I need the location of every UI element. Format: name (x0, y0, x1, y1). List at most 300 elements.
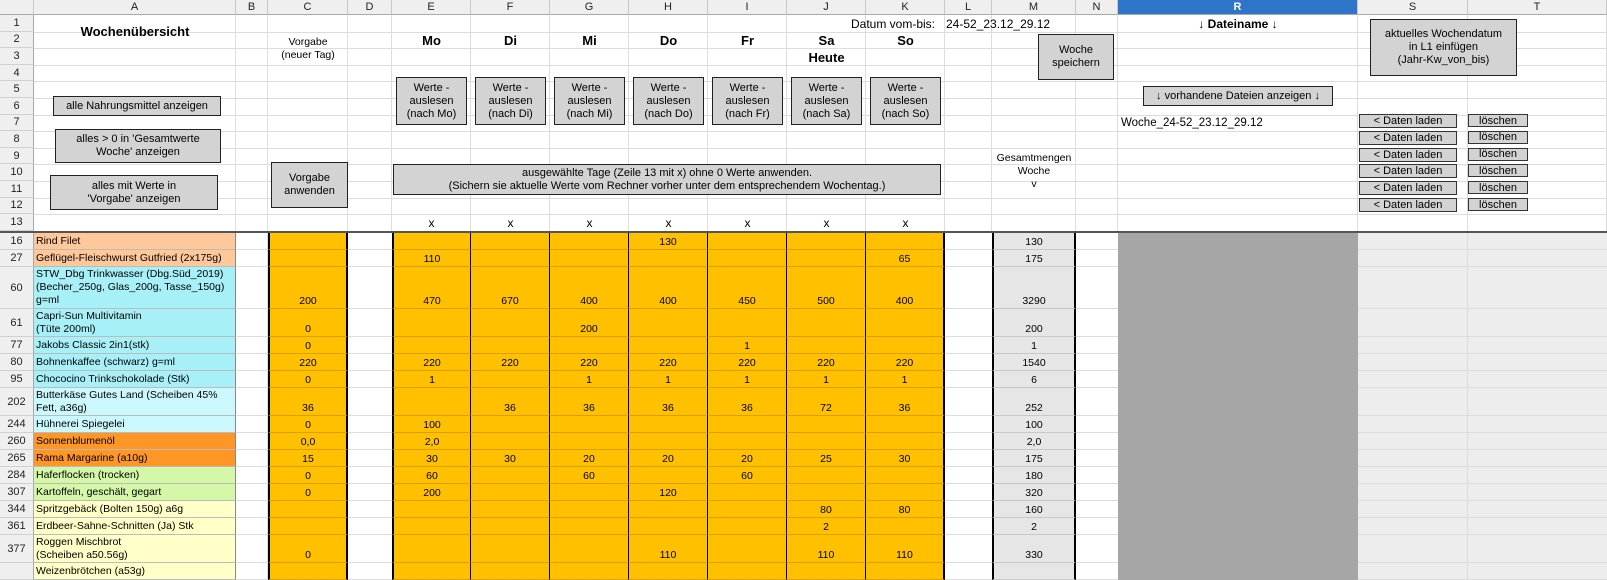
day-value-cell[interactable]: 60 (392, 467, 471, 484)
empty-cell[interactable] (348, 250, 392, 267)
empty-cell[interactable] (348, 563, 392, 580)
day-value-cell[interactable] (392, 309, 471, 337)
row-header[interactable]: 16 (0, 233, 34, 250)
vorgabe-cell[interactable]: 0,0 (268, 433, 348, 450)
day-value-cell[interactable] (787, 416, 866, 433)
day-value-cell[interactable] (866, 563, 945, 580)
daten-laden-button[interactable]: < Daten laden (1359, 164, 1457, 178)
day-value-cell[interactable] (550, 518, 629, 535)
day-value-cell[interactable]: 25 (787, 450, 866, 467)
day-value-cell[interactable]: 30 (866, 450, 945, 467)
row-header[interactable]: 202 (0, 388, 34, 416)
empty-cell[interactable] (945, 371, 992, 388)
food-name[interactable]: Spritzgebäck (Bolten 150g) a6g (34, 501, 236, 518)
total-cell[interactable]: 130 (992, 233, 1076, 250)
empty-cell[interactable] (1358, 484, 1468, 501)
food-name[interactable]: Bohnenkaffee (schwarz) g=ml (34, 354, 236, 371)
vorgabe-cell[interactable] (268, 250, 348, 267)
day-value-cell[interactable]: 1 (629, 371, 708, 388)
day-value-cell[interactable]: 30 (392, 450, 471, 467)
column-header-M[interactable]: M (992, 0, 1076, 15)
day-value-cell[interactable] (866, 433, 945, 450)
day-value-cell[interactable] (866, 518, 945, 535)
empty-cell[interactable] (1358, 535, 1468, 563)
empty-cell[interactable] (348, 267, 392, 309)
empty-cell[interactable] (1358, 563, 1468, 580)
filename-cell[interactable] (1118, 484, 1358, 501)
empty-cell[interactable] (1358, 250, 1468, 267)
empty-cell[interactable] (236, 388, 268, 416)
food-name[interactable]: Capri-Sun Multivitamin (Tüte 200ml) (34, 309, 236, 337)
vorgabe-cell[interactable]: 220 (268, 354, 348, 371)
empty-cell[interactable] (1468, 563, 1607, 580)
empty-cell[interactable] (236, 563, 268, 580)
empty-cell[interactable] (236, 484, 268, 501)
day-value-cell[interactable] (471, 250, 550, 267)
row-header[interactable]: 244 (0, 416, 34, 433)
empty-cell[interactable] (1076, 535, 1118, 563)
column-header-R[interactable]: R (1118, 0, 1358, 15)
column-header-N[interactable]: N (1076, 0, 1118, 15)
werte-auslesen-button[interactable]: Werte - auslesen (nach Mo) (396, 77, 467, 125)
filename-cell[interactable] (1118, 535, 1358, 563)
daten-laden-button[interactable]: < Daten laden (1359, 131, 1457, 145)
empty-cell[interactable] (1468, 416, 1607, 433)
column-header-A[interactable]: A (34, 0, 236, 15)
day-value-cell[interactable] (708, 563, 787, 580)
empty-cell[interactable] (1468, 337, 1607, 354)
day-value-cell[interactable]: 20 (708, 450, 787, 467)
total-cell[interactable]: 200 (992, 309, 1076, 337)
empty-cell[interactable] (348, 233, 392, 250)
show-totals-gt0-button[interactable]: alles > 0 in 'Gesamtwerte Woche' anzeigen (55, 129, 221, 163)
day-value-cell[interactable]: 200 (550, 309, 629, 337)
day-value-cell[interactable]: 110 (629, 535, 708, 563)
empty-cell[interactable] (945, 309, 992, 337)
empty-cell[interactable] (1468, 484, 1607, 501)
day-value-cell[interactable]: 1 (708, 371, 787, 388)
empty-cell[interactable] (348, 484, 392, 501)
vorgabe-cell[interactable] (268, 501, 348, 518)
day-value-cell[interactable]: 36 (629, 388, 708, 416)
row-header[interactable]: 1 (0, 15, 34, 32)
empty-cell[interactable] (1076, 337, 1118, 354)
woche-speichern-button[interactable]: Woche speichern (1038, 34, 1114, 80)
row-header[interactable]: 377 (0, 535, 34, 563)
vorgabe-cell[interactable]: 0 (268, 337, 348, 354)
loeschen-button[interactable]: löschen (1468, 148, 1528, 161)
day-value-cell[interactable]: 30 (471, 450, 550, 467)
day-value-cell[interactable] (471, 233, 550, 250)
day-value-cell[interactable]: 2 (787, 518, 866, 535)
empty-cell[interactable] (1468, 535, 1607, 563)
food-name[interactable]: STW_Dbg Trinkwasser (Dbg.Süd_2019) (Becher_250g, Glas_200g, Tasse_150g) g=ml (34, 267, 236, 309)
vorgabe-cell[interactable]: 36 (268, 388, 348, 416)
day-value-cell[interactable]: 110 (392, 250, 471, 267)
day-value-cell[interactable] (708, 433, 787, 450)
day-value-cell[interactable] (471, 518, 550, 535)
filename-cell[interactable] (1118, 501, 1358, 518)
day-value-cell[interactable] (708, 484, 787, 501)
column-header-H[interactable]: H (629, 0, 708, 15)
day-value-cell[interactable] (550, 433, 629, 450)
row-header[interactable]: 4 (0, 65, 34, 82)
column-header-F[interactable]: F (471, 0, 550, 15)
filename-cell[interactable] (1118, 233, 1358, 250)
empty-cell[interactable] (1076, 388, 1118, 416)
empty-cell[interactable] (348, 416, 392, 433)
empty-cell[interactable] (1468, 450, 1607, 467)
insert-week-date-button[interactable]: aktuelles Wochendatum in L1 einfügen (Jahr-Kw_von_bis) (1370, 19, 1517, 76)
day-value-cell[interactable]: 1 (866, 371, 945, 388)
day-select-mark[interactable]: x (507, 216, 514, 230)
apply-selected-days-button[interactable]: ausgewählte Tage (Zeile 13 mit x) ohne 0 Werte anwenden. (Sichern sie aktuelle Werte vom Rechner vorher unter dem entsprechendem Wochentag.) (393, 164, 941, 195)
day-value-cell[interactable] (708, 518, 787, 535)
empty-cell[interactable] (1358, 416, 1468, 433)
day-value-cell[interactable]: 220 (471, 354, 550, 371)
day-value-cell[interactable]: 130 (629, 233, 708, 250)
total-cell[interactable]: 160 (992, 501, 1076, 518)
row-header[interactable]: 9 (0, 148, 34, 165)
day-value-cell[interactable] (471, 371, 550, 388)
werte-auslesen-button[interactable]: Werte - auslesen (nach Di) (475, 77, 546, 125)
day-value-cell[interactable]: 400 (866, 267, 945, 309)
empty-cell[interactable] (236, 467, 268, 484)
day-value-cell[interactable] (708, 416, 787, 433)
food-name[interactable]: Sonnenblumenöl (34, 433, 236, 450)
row-header[interactable]: 344 (0, 501, 34, 518)
total-cell[interactable]: 1 (992, 337, 1076, 354)
day-value-cell[interactable] (392, 388, 471, 416)
vorgabe-cell[interactable] (268, 563, 348, 580)
empty-cell[interactable] (1468, 233, 1607, 250)
food-name[interactable]: Erdbeer-Sahne-Schnitten (Ja) Stk (34, 518, 236, 535)
row-header[interactable]: 361 (0, 518, 34, 535)
row-header[interactable]: 27 (0, 250, 34, 267)
day-value-cell[interactable] (866, 309, 945, 337)
loeschen-button[interactable]: löschen (1468, 131, 1528, 144)
food-name[interactable]: Rind Filet (34, 233, 236, 250)
total-cell[interactable]: 175 (992, 450, 1076, 467)
row-header[interactable] (0, 563, 34, 580)
day-value-cell[interactable] (629, 501, 708, 518)
day-value-cell[interactable]: 1 (550, 371, 629, 388)
filename-cell[interactable] (1118, 416, 1358, 433)
food-name[interactable]: Kartoffeln, geschält, gegart (34, 484, 236, 501)
day-value-cell[interactable]: 1 (787, 371, 866, 388)
day-value-cell[interactable] (392, 337, 471, 354)
vorgabe-cell[interactable]: 0 (268, 416, 348, 433)
day-value-cell[interactable]: 220 (629, 354, 708, 371)
row-header[interactable]: 12 (0, 198, 34, 215)
total-cell[interactable] (992, 563, 1076, 580)
show-vorgabe-button[interactable]: alles mit Werte in 'Vorgabe' anzeigen (50, 175, 218, 210)
day-value-cell[interactable] (787, 250, 866, 267)
empty-cell[interactable] (348, 388, 392, 416)
day-value-cell[interactable] (708, 233, 787, 250)
empty-cell[interactable] (236, 250, 268, 267)
day-value-cell[interactable]: 200 (392, 484, 471, 501)
daten-laden-button[interactable]: < Daten laden (1359, 114, 1457, 128)
day-value-cell[interactable] (392, 233, 471, 250)
day-value-cell[interactable]: 500 (787, 267, 866, 309)
vorgabe-cell[interactable]: 0 (268, 371, 348, 388)
row-header[interactable]: 3 (0, 48, 34, 65)
empty-cell[interactable] (945, 518, 992, 535)
empty-cell[interactable] (1468, 371, 1607, 388)
day-value-cell[interactable] (787, 467, 866, 484)
day-select-mark[interactable]: x (428, 216, 435, 230)
row-header[interactable]: 10 (0, 164, 34, 181)
empty-cell[interactable] (1468, 309, 1607, 337)
empty-cell[interactable] (1076, 467, 1118, 484)
total-cell[interactable]: 3290 (992, 267, 1076, 309)
day-value-cell[interactable]: 470 (392, 267, 471, 309)
row-header[interactable]: 60 (0, 267, 34, 309)
total-cell[interactable]: 330 (992, 535, 1076, 563)
day-value-cell[interactable] (866, 467, 945, 484)
empty-cell[interactable] (1076, 518, 1118, 535)
loeschen-button[interactable]: löschen (1468, 198, 1528, 211)
day-value-cell[interactable] (708, 309, 787, 337)
empty-cell[interactable] (1076, 267, 1118, 309)
werte-auslesen-button[interactable]: Werte - auslesen (nach Mi) (554, 77, 625, 125)
vorgabe-cell[interactable]: 15 (268, 450, 348, 467)
row-header[interactable]: 260 (0, 433, 34, 450)
empty-cell[interactable] (945, 233, 992, 250)
empty-cell[interactable] (236, 309, 268, 337)
column-header-D[interactable]: D (348, 0, 392, 15)
filename-cell[interactable] (1118, 267, 1358, 309)
day-value-cell[interactable]: 670 (471, 267, 550, 309)
filename-cell[interactable] (1118, 433, 1358, 450)
empty-cell[interactable] (236, 450, 268, 467)
vorgabe-cell[interactable]: 0 (268, 309, 348, 337)
filename-cell[interactable] (1118, 388, 1358, 416)
column-header-I[interactable]: I (708, 0, 787, 15)
empty-cell[interactable] (348, 450, 392, 467)
day-value-cell[interactable]: 72 (787, 388, 866, 416)
food-name[interactable]: Chococino Trinkschokolade (Stk) (34, 371, 236, 388)
food-name[interactable]: Hühnerei Spiegelei (34, 416, 236, 433)
vorgabe-cell[interactable]: 0 (268, 484, 348, 501)
show-files-button[interactable]: ↓ vorhandene Dateien anzeigen ↓ (1143, 86, 1333, 106)
empty-cell[interactable] (1358, 433, 1468, 450)
day-value-cell[interactable] (471, 563, 550, 580)
empty-cell[interactable] (348, 309, 392, 337)
filename-cell[interactable] (1118, 371, 1358, 388)
vorgabe-cell[interactable]: 200 (268, 267, 348, 309)
day-select-mark[interactable]: x (665, 216, 672, 230)
empty-cell[interactable] (1358, 337, 1468, 354)
day-select-mark[interactable]: x (823, 216, 830, 230)
day-value-cell[interactable] (629, 250, 708, 267)
column-header-B[interactable]: B (236, 0, 268, 15)
werte-auslesen-button[interactable]: Werte - auslesen (nach So) (870, 77, 941, 125)
total-cell[interactable]: 1540 (992, 354, 1076, 371)
total-cell[interactable]: 252 (992, 388, 1076, 416)
file-name[interactable]: Woche_24-52_23.12_29.12 (1121, 117, 1263, 129)
empty-cell[interactable] (1468, 518, 1607, 535)
day-value-cell[interactable]: 450 (708, 267, 787, 309)
day-value-cell[interactable] (550, 337, 629, 354)
day-value-cell[interactable] (550, 535, 629, 563)
day-value-cell[interactable] (392, 518, 471, 535)
empty-cell[interactable] (1358, 371, 1468, 388)
day-value-cell[interactable]: 120 (629, 484, 708, 501)
day-value-cell[interactable] (392, 563, 471, 580)
werte-auslesen-button[interactable]: Werte - auslesen (nach Sa) (791, 77, 862, 125)
filename-cell[interactable] (1118, 467, 1358, 484)
empty-cell[interactable] (945, 467, 992, 484)
day-value-cell[interactable] (629, 433, 708, 450)
corner-cell[interactable] (0, 0, 34, 15)
empty-cell[interactable] (1468, 354, 1607, 371)
row-header[interactable]: 95 (0, 371, 34, 388)
empty-cell[interactable] (1076, 501, 1118, 518)
empty-cell[interactable] (945, 416, 992, 433)
empty-cell[interactable] (348, 354, 392, 371)
empty-cell[interactable] (1468, 433, 1607, 450)
empty-cell[interactable] (1468, 501, 1607, 518)
empty-cell[interactable] (945, 563, 992, 580)
loeschen-button[interactable]: löschen (1468, 164, 1528, 177)
day-value-cell[interactable]: 80 (866, 501, 945, 518)
empty-cell[interactable] (945, 354, 992, 371)
column-header-K[interactable]: K (866, 0, 945, 15)
day-value-cell[interactable] (550, 416, 629, 433)
empty-cell[interactable] (1076, 484, 1118, 501)
empty-cell[interactable] (1076, 433, 1118, 450)
day-value-cell[interactable] (471, 337, 550, 354)
empty-cell[interactable] (1076, 371, 1118, 388)
empty-cell[interactable] (348, 535, 392, 563)
day-value-cell[interactable] (629, 309, 708, 337)
day-value-cell[interactable]: 400 (629, 267, 708, 309)
day-value-cell[interactable] (629, 337, 708, 354)
empty-cell[interactable] (945, 388, 992, 416)
daten-laden-button[interactable]: < Daten laden (1359, 181, 1457, 195)
empty-cell[interactable] (348, 518, 392, 535)
day-value-cell[interactable]: 60 (708, 467, 787, 484)
werte-auslesen-button[interactable]: Werte - auslesen (nach Fr) (712, 77, 783, 125)
day-value-cell[interactable]: 220 (392, 354, 471, 371)
day-value-cell[interactable]: 36 (708, 388, 787, 416)
show-all-food-button[interactable]: alle Nahrungsmittel anzeigen (53, 96, 221, 116)
day-value-cell[interactable] (471, 535, 550, 563)
row-header[interactable]: 77 (0, 337, 34, 354)
day-value-cell[interactable]: 20 (550, 450, 629, 467)
day-value-cell[interactable] (629, 467, 708, 484)
daten-laden-button[interactable]: < Daten laden (1359, 148, 1457, 162)
day-value-cell[interactable] (550, 484, 629, 501)
day-value-cell[interactable] (550, 501, 629, 518)
empty-cell[interactable] (1468, 388, 1607, 416)
day-select-mark[interactable]: x (902, 216, 909, 230)
day-value-cell[interactable] (550, 233, 629, 250)
row-header[interactable]: 11 (0, 181, 34, 198)
day-value-cell[interactable] (392, 501, 471, 518)
food-name[interactable]: Weizenbrötchen (a53g) (34, 563, 236, 580)
total-cell[interactable]: 180 (992, 467, 1076, 484)
empty-cell[interactable] (945, 433, 992, 450)
empty-cell[interactable] (1358, 467, 1468, 484)
empty-cell[interactable] (236, 433, 268, 450)
filename-cell[interactable] (1118, 337, 1358, 354)
row-header[interactable]: 2 (0, 32, 34, 49)
day-value-cell[interactable]: 110 (866, 535, 945, 563)
day-value-cell[interactable] (471, 467, 550, 484)
day-value-cell[interactable]: 36 (471, 388, 550, 416)
food-name[interactable]: Butterkäse Gutes Land (Scheiben 45% Fett, a36g) (34, 388, 236, 416)
row-header[interactable]: 61 (0, 309, 34, 337)
day-value-cell[interactable] (708, 250, 787, 267)
row-header[interactable]: 8 (0, 131, 34, 148)
row-header[interactable]: 307 (0, 484, 34, 501)
empty-cell[interactable] (1358, 233, 1468, 250)
row-header[interactable]: 13 (0, 214, 34, 231)
empty-cell[interactable] (236, 416, 268, 433)
total-cell[interactable]: 2,0 (992, 433, 1076, 450)
day-value-cell[interactable] (550, 250, 629, 267)
filename-cell[interactable] (1118, 354, 1358, 371)
day-value-cell[interactable] (866, 233, 945, 250)
day-value-cell[interactable]: 220 (708, 354, 787, 371)
column-header-E[interactable]: E (392, 0, 471, 15)
day-value-cell[interactable] (866, 337, 945, 354)
werte-auslesen-button[interactable]: Werte - auslesen (nach Do) (633, 77, 704, 125)
empty-cell[interactable] (1076, 563, 1118, 580)
day-value-cell[interactable] (787, 233, 866, 250)
day-value-cell[interactable] (866, 416, 945, 433)
column-header-L[interactable]: L (945, 0, 992, 15)
empty-cell[interactable] (1076, 309, 1118, 337)
vorgabe-cell[interactable]: 0 (268, 535, 348, 563)
total-cell[interactable]: 100 (992, 416, 1076, 433)
day-value-cell[interactable]: 36 (550, 388, 629, 416)
empty-cell[interactable] (236, 354, 268, 371)
day-value-cell[interactable]: 80 (787, 501, 866, 518)
day-value-cell[interactable]: 20 (629, 450, 708, 467)
column-header-S[interactable]: S (1358, 0, 1468, 15)
empty-cell[interactable] (1358, 354, 1468, 371)
empty-cell[interactable] (945, 250, 992, 267)
empty-cell[interactable] (1358, 267, 1468, 309)
empty-cell[interactable] (1076, 416, 1118, 433)
empty-cell[interactable] (945, 501, 992, 518)
empty-cell[interactable] (945, 535, 992, 563)
day-value-cell[interactable] (550, 563, 629, 580)
food-name[interactable]: Jakobs Classic 2in1(stk) (34, 337, 236, 354)
empty-cell[interactable] (1358, 501, 1468, 518)
empty-cell[interactable] (1358, 450, 1468, 467)
daten-laden-button[interactable]: < Daten laden (1359, 198, 1457, 212)
food-name[interactable]: Rama Margarine (a10g) (34, 450, 236, 467)
row-header[interactable]: 5 (0, 81, 34, 98)
day-value-cell[interactable] (629, 416, 708, 433)
day-value-cell[interactable] (787, 433, 866, 450)
day-value-cell[interactable] (708, 535, 787, 563)
empty-cell[interactable] (348, 433, 392, 450)
day-value-cell[interactable] (392, 535, 471, 563)
vorgabe-anwenden-button[interactable]: Vorgabe anwenden (271, 162, 348, 208)
filename-cell[interactable] (1118, 309, 1358, 337)
empty-cell[interactable] (1076, 250, 1118, 267)
day-value-cell[interactable]: 36 (866, 388, 945, 416)
day-value-cell[interactable]: 220 (787, 354, 866, 371)
empty-cell[interactable] (1076, 233, 1118, 250)
filename-cell[interactable] (1118, 250, 1358, 267)
